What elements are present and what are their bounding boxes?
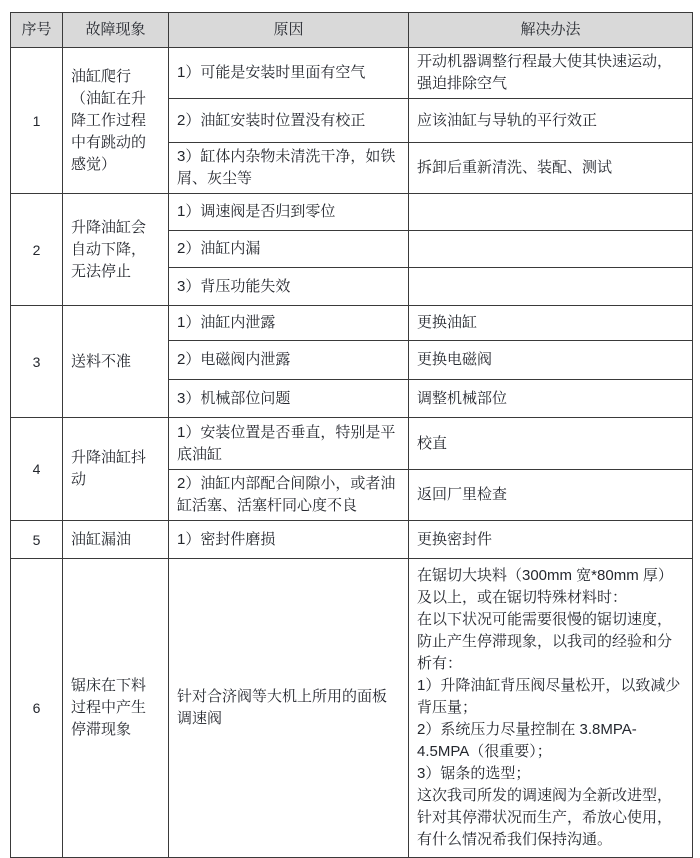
cause-cell: 2）油缸内漏 — [169, 231, 409, 268]
phenomenon-cell: 油缸爬行（油缸在升降工作过程中有跳动的感觉） — [63, 48, 169, 194]
col-header-solution: 解决办法 — [409, 13, 693, 48]
header-row — [11, 13, 693, 48]
cause-cell: 2）油缸内部配合间隙小，或者油缸活塞、活塞杆同心度不良 — [169, 470, 409, 521]
cause-cell: 1）油缸内泄露 — [169, 306, 409, 341]
serial-cell: 6 — [11, 559, 63, 858]
solution-cell: 更换密封件 — [409, 521, 693, 559]
solution-cell — [409, 268, 693, 306]
table-row — [11, 194, 693, 231]
table-row — [11, 418, 693, 470]
phenomenon-cell: 送料不准 — [63, 306, 169, 418]
phenomenon-cell: 锯床在下料过程中产生停滞现象 — [63, 559, 169, 858]
cause-cell: 1）调速阀是否归到零位 — [169, 194, 409, 231]
cause-cell: 3）缸体内杂物未清洗干净，如铁屑、灰尘等 — [169, 143, 409, 194]
cause-cell: 2）电磁阀内泄露 — [169, 341, 409, 380]
cause-cell: 1）密封件磨损 — [169, 521, 409, 559]
cause-cell: 2）油缸安装时位置没有校正 — [169, 99, 409, 143]
cause-cell: 1）可能是安装时里面有空气 — [169, 48, 409, 99]
table-row — [11, 559, 693, 858]
solution-cell — [409, 231, 693, 268]
cause-cell: 3）机械部位问题 — [169, 380, 409, 418]
serial-cell: 5 — [11, 521, 63, 559]
solution-cell: 更换油缸 — [409, 306, 693, 341]
phenomenon-cell: 升降油缸抖动 — [63, 418, 169, 521]
solution-cell — [409, 194, 693, 231]
solution-cell: 拆卸后重新清洗、装配、测试 — [409, 143, 693, 194]
serial-cell: 3 — [11, 306, 63, 418]
col-header-serial: 序号 — [11, 13, 63, 48]
solution-cell: 返回厂里检查 — [409, 470, 693, 521]
phenomenon-cell: 油缸漏油 — [63, 521, 169, 559]
cause-cell: 3）背压功能失效 — [169, 268, 409, 306]
table-row — [11, 306, 693, 341]
col-header-cause: 原因 — [169, 13, 409, 48]
fault-troubleshooting-table — [10, 12, 693, 858]
serial-cell: 4 — [11, 418, 63, 521]
serial-cell: 1 — [11, 48, 63, 194]
solution-cell: 开动机器调整行程最大使其快速运动，强迫排除空气 — [409, 48, 693, 99]
solution-cell: 更换电磁阀 — [409, 341, 693, 380]
serial-cell: 2 — [11, 194, 63, 306]
phenomenon-cell: 升降油缸会自动下降，无法停止 — [63, 194, 169, 306]
cause-cell: 1）安装位置是否垂直，特别是平底油缸 — [169, 418, 409, 470]
solution-cell: 校直 — [409, 418, 693, 470]
solution-cell: 应该油缸与导轨的平行效正 — [409, 99, 693, 143]
col-header-phenomenon: 故障现象 — [63, 13, 169, 48]
cause-cell: 针对合济阀等大机上所用的面板调速阀 — [169, 559, 409, 858]
table-row — [11, 48, 693, 99]
solution-cell: 在锯切大块料（300mm 宽*80mm 厚）及以上，或在锯切特殊材料时： 在以下状况可能需要很慢的锯切速度，防止产生停滞现象，以我司的经验和分析有： 1）升降油缸背压阀尽量松开，以致减少背压量； 2）系统压力尽量控制在 3.8MPA-4.5MPA（很重要）； 3）锯条的选型； 这次我司所发的调速阀为全新改进型，针对其停滞状况而生产，希放心使用，有什么情况希我们保持沟通。 — [409, 559, 693, 858]
table-row — [11, 521, 693, 559]
solution-cell: 调整机械部位 — [409, 380, 693, 418]
